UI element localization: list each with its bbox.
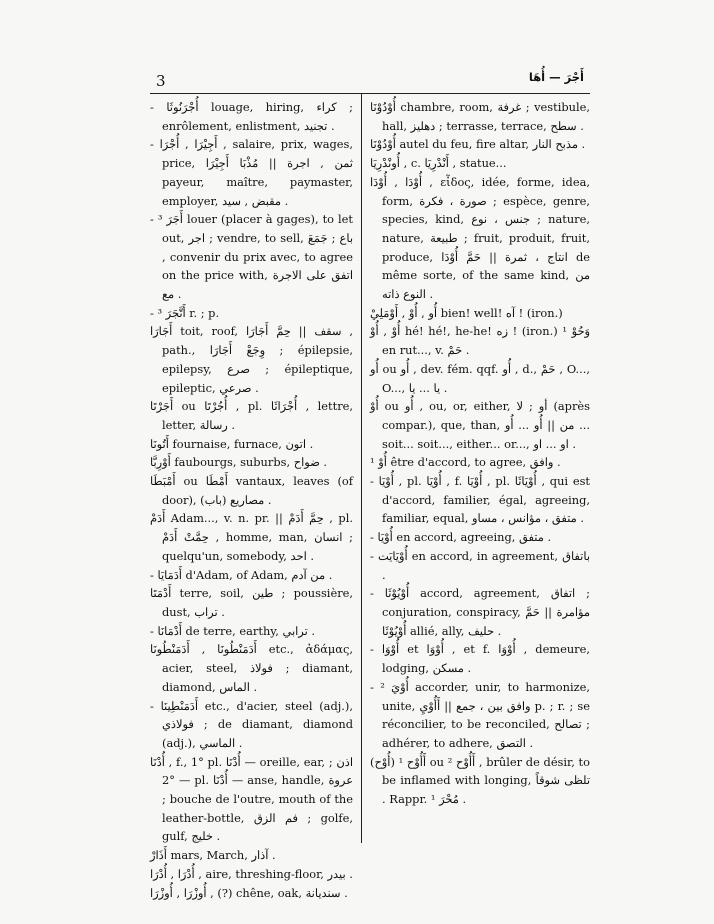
dictionary-entry: - أَدَمَنْطِينَا etc., d'acier, steel (adj.), فولاذي ; de diamant, diamond (adj.), الماسي . bbox=[150, 698, 353, 750]
dictionary-entry: - أَدْمَانَا de terre, earthy, ترابي . bbox=[150, 623, 316, 638]
column-divider bbox=[361, 93, 362, 843]
dictionary-entry: أُوزْرَا , أُوزْرَا , (?) chêne, oak, سنديانة . bbox=[150, 885, 348, 900]
dictionary-entry: أَجَرْتَا ou أُجُرْتَا , pl. أُجْرَاثَا , lettre, letter, رسالة . bbox=[150, 399, 353, 432]
dictionary-entry: - أَجِيْرَا , أُجْرَا , salaire, prix, wages, price, ثمن , اجرة || مُذْبَا أَجِيْرَا payeur, maître, paymaster, employer, مقبض , سيد . bbox=[150, 137, 353, 208]
dictionary-entry: - أُوْيَايَت en accord, in agreement, باتفاق . bbox=[370, 548, 590, 582]
running-head: أَجْرَ — أُهَا bbox=[528, 70, 584, 84]
page-number: 3 bbox=[156, 72, 166, 90]
header-rule bbox=[150, 93, 590, 94]
dictionary-entry: - أَدَمَايَا d'Adam, of Adam, من آدم . bbox=[150, 567, 333, 582]
dictionary-entry: أُو ou أُو , dev. fém. qqf. أُو , d., حَمْ , O..., O..., يا ... يا . bbox=[370, 361, 590, 395]
dictionary-entry: أُوْدُوْنَا chambre, room, غرفة ; vestibule, hall, دهليز ; terrasse, terrace, سطح . bbox=[370, 100, 590, 133]
dictionary-entry: أَدْمَتَا terre, soil, طين ; poussière, dust, تراب . bbox=[150, 586, 353, 619]
dictionary-entry: أُدْنَا , f., 1° pl. أُدْنَا — oreille, ear, اذن ; 2° — pl. أُدْنَا — anse, handle, عروة ; bouche de l'outre, mouth of the leather-bottle, فم الزق ; golfe, gulf, خليج . bbox=[150, 754, 354, 844]
dictionary-entry: أُوْ , أُوْ hé! hé!, he-he! زه ! (iron.) وَحُوْ ¹ en rut..., v. حَمْ . bbox=[370, 324, 590, 358]
dictionary-entry: أُوْ ¹ être d'accord, to agree, وافق . bbox=[370, 455, 561, 470]
left-column bbox=[150, 98, 353, 902]
page-header bbox=[150, 70, 590, 92]
dictionary-entry: أَذَارْ mars, March, آذار . bbox=[150, 848, 276, 863]
dictionary-entry: - أُوْيَ ² accorder, unir, to harmonize, unite, وافق بين ، جمع || أَأُوْيِ p. ; r. ; se réconcilier, to be reconciled, تصالح ; adhérer, to adhere, التصق . bbox=[370, 679, 591, 750]
dictionary-entry: - أُجْرَنُوثَا louage, hiring, كراء ; enrôlement, enlistment, تجنيد . bbox=[150, 100, 353, 133]
dictionary-entry: - أُوْيُوْثَا accord, agreement, اتفاق ; conjuration, conspiracy, مؤامرة || حَمَّ أُوْيُوْثَا allié, ally, حليف . bbox=[370, 586, 591, 638]
dictionary-entry: - أُوْيَا , pl. أُوْيَا , f. أُوْيَا , pl. أُوْيَاثَا , qui est d'accord, familier, égal, agreeing, familiar, equal, متفق ، مؤانس ، مساو . bbox=[370, 474, 590, 526]
dictionary-entry: أَوْرِبَّا faubourgs, suburbs, ضواح . bbox=[150, 455, 328, 470]
dictionary-entry: أَتُونَا fournaise, furnace, اتون . bbox=[150, 436, 314, 451]
dictionary-entry: أُدْرَا , أُدْرَا , aire, threshing-floor, بيدر . bbox=[150, 866, 353, 881]
right-column bbox=[370, 98, 590, 809]
dictionary-entry: أَدَمَنْطُونَا , أَدَمَنْطُونَا etc., ἀδάμας, acier, steel, فولاذ ; diamant, diamond, الماس . bbox=[150, 642, 353, 694]
dictionary-entry: - أَتَّجَرَ ³ r. ; p. bbox=[150, 305, 220, 320]
dictionary-entry: - أَجَرَ ³ louer (placer à gages), to let out, اجر ; vendre, to sell, باع ; جَمَعَ , convenir du prix avec, to agree on the price with, اتفق على الاجرة مع . bbox=[150, 212, 354, 302]
dictionary-entry: أَدَمْ Adam..., v. n. pr. || حِمَّ أَدَمْ , pl. حِمَّتْ أَدَمْ , homme, man, انسان ; quelqu'un, somebody, احد . bbox=[150, 511, 354, 563]
dictionary-entry: أُونْدْرِيَا , c. أَنْدْرِيَا , statue... bbox=[370, 156, 507, 171]
dictionary-entry: أَجَارَا toit, roof, سقف || حِمَّ أَجَارَا , path., وِجَعْ أَجَارَا ; épilepsie, epilepsy, صرع ; épileptique, epileptic, صرعي . bbox=[150, 324, 354, 395]
dictionary-entry: أُو , أُوْ , أَوْمَلِيْ bien! well! آه ! (iron.) bbox=[370, 305, 563, 320]
dictionary-entry: (أُوْح) أَأُوْح ¹ ou أَأُوْح ² , brûler de désir, to be inflamed with longing, تلظى شوقاً . Rappr. ¹ مُحْرَ . bbox=[370, 754, 590, 807]
dictionary-entry: أَمْبَطَا ou أَمْطَا vantaux, leaves (of door), مصاريع (باب) . bbox=[150, 474, 354, 507]
dictionary-entry: أُوْ ou أُو , ou, or, either, أو ; لا (après compar.), que, than, من || أُو ... أُو ... soit... soit..., either... or..., او ... او . bbox=[370, 399, 591, 451]
dictionary-entry: أُوْدَا , أُوْدَا , εἶδος, idée, forme, idea, form, صورة ، فكرة ; espèce, genre, species, kind, جنس ، نوع ; nature, nature, طبيعة ; fruit, produit, fruit, produce, انتاج ، ثمرة || حَمَّ أُوْدَا de même sorte, of the same kind, من النوع ذاته . bbox=[370, 174, 591, 302]
dictionary-entry: - أُوْوَا et أُوْوَا , et f. أُوْوَا , demeure, lodging, مسكن . bbox=[370, 642, 590, 676]
dictionary-entry: - أُوْيَا en accord, agreeing, متفق . bbox=[370, 530, 552, 545]
dictionary-entry: أُوْدُوْنَا autel du feu, fire altar, مذبح النار . bbox=[370, 137, 586, 152]
